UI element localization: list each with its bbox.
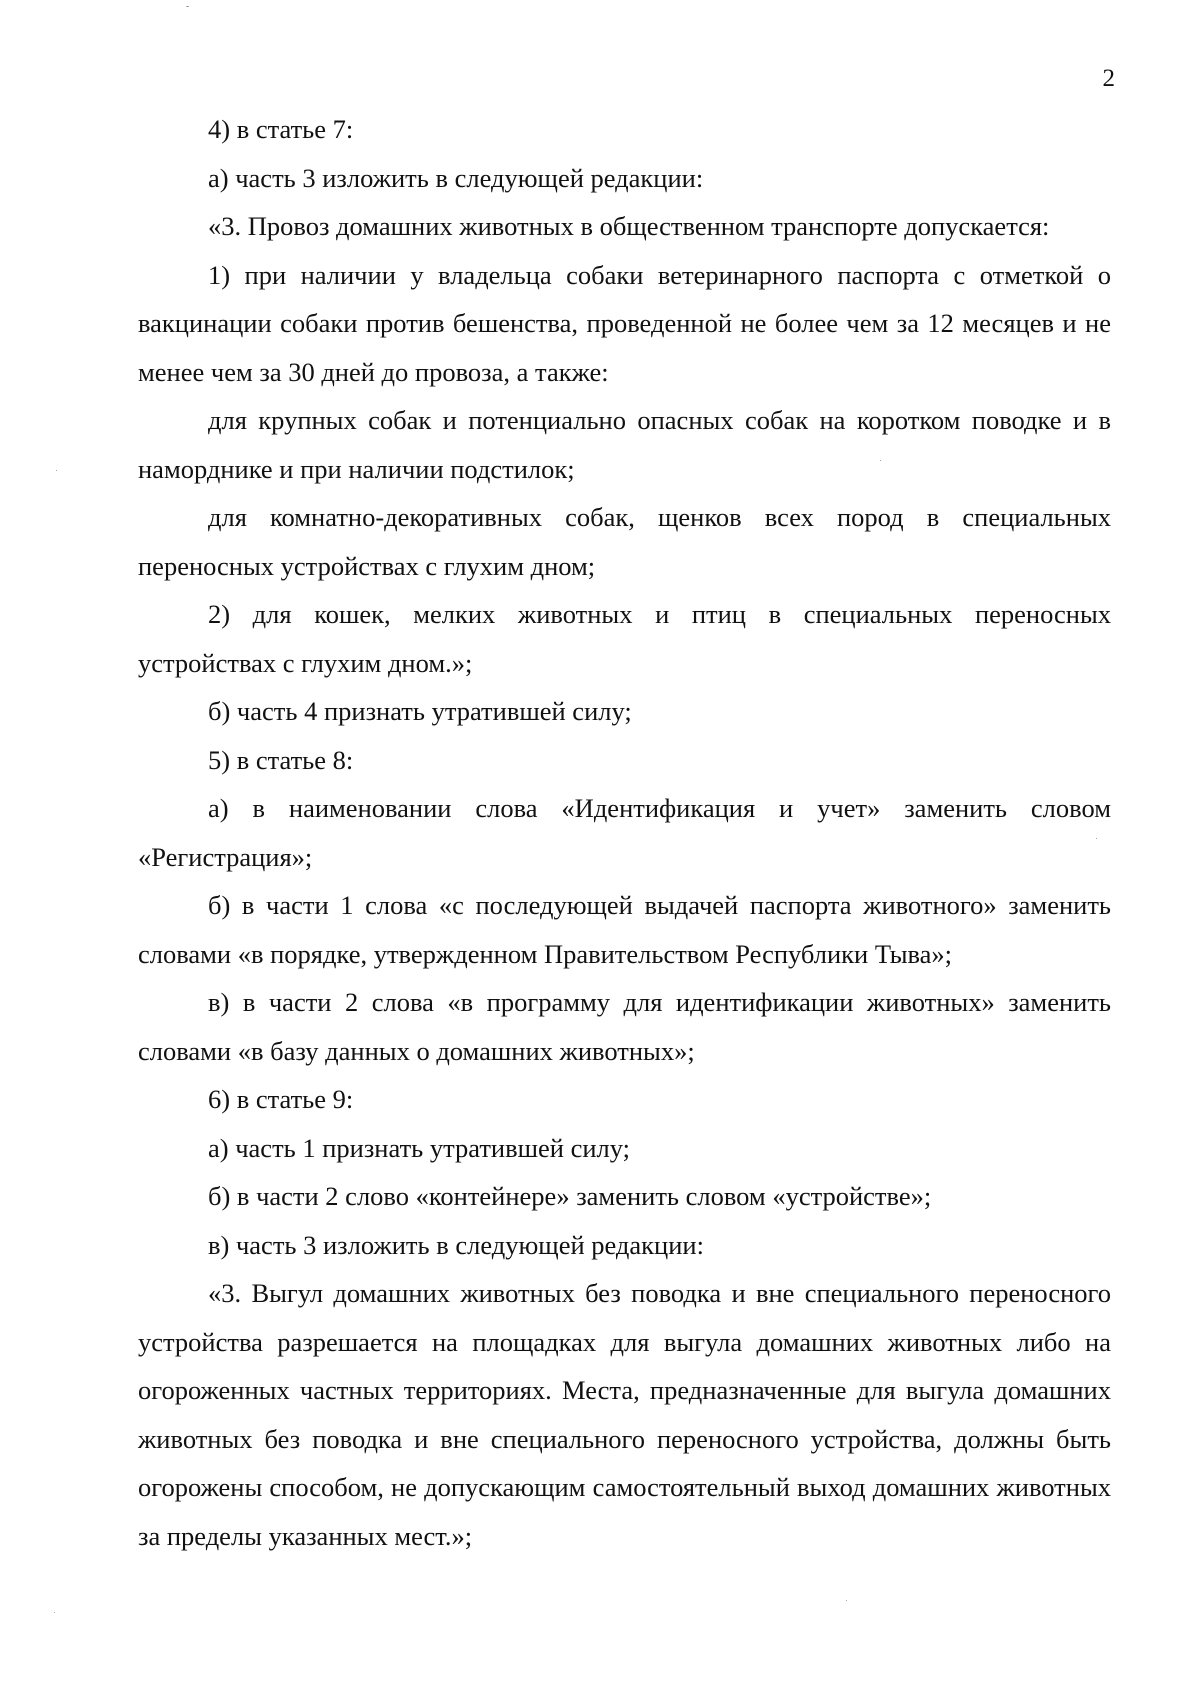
- paragraph: б) в части 2 слово «контейнере» заменить словом «устройстве»;: [208, 1181, 932, 1211]
- scan-speck: [186, 6, 189, 7]
- paragraph: 1) при наличии у владельца собаки ветеринарного паспорта с отметкой о вакцинации собаки против бешенства, проведенной не более чем за 12 месяцев и не менее чем за 30 дней до провоза, а также:: [138, 259, 1111, 387]
- paragraph: б) часть 4 признать утратившей силу;: [208, 696, 632, 726]
- paragraph: 6) в статье 9:: [208, 1084, 354, 1114]
- paragraph: а) часть 1 признать утратившей силу;: [208, 1132, 631, 1163]
- paragraph: 4) в статье 7:: [208, 114, 354, 144]
- paragraph: для комнатно-декоративных собак, щенков всех пород в специальных переносных устройствах с глухим дном;: [138, 502, 1111, 581]
- paragraph: в) в части 2 слова «в программу для идентификации животных» заменить словами «в базу данных о домашних животных»;: [138, 987, 1111, 1066]
- scan-speck: [1096, 838, 1097, 839]
- paragraph: а) часть 3 изложить в следующей редакции:: [208, 162, 704, 193]
- paragraph: «3. Выгул домашних животных без поводка и вне специального переносного устройства разрешается на площадках для выгула домашних животных либо на огороженных частных территориях. Места, предназначенные для выгула домашних животных без поводка и вне специального переносного устройства, должны быть огорожены способом, не допускающим самостоятельный выход домашних животных за пределы указанных мест.»;: [138, 1278, 1111, 1551]
- document-body: [138, 105, 1111, 1560]
- paragraph: «3. Провоз домашних животных в общественном транспорте допускается:: [208, 211, 1050, 241]
- scan-speck: [56, 470, 57, 471]
- page-number: 2: [1102, 65, 1115, 92]
- paragraph: 2) для кошек, мелких животных и птиц в специальных переносных устройствах с глухим дном.»;: [138, 599, 1111, 678]
- paragraph: в) часть 3 изложить в следующей редакции:: [208, 1229, 704, 1260]
- scan-speck: [54, 1612, 55, 1613]
- paragraph: 5) в статье 8:: [208, 744, 354, 775]
- scan-speck: [846, 1600, 847, 1601]
- scan-speck: [880, 460, 881, 461]
- paragraph: б) в части 1 слова «с последующей выдачей паспорта животного» заменить словами «в порядке, утвержденном Правительством Республики Тыва»;: [138, 890, 1111, 969]
- paragraph: а) в наименовании слова «Идентификация и учет» заменить словом «Регистрация»;: [138, 793, 1111, 872]
- paragraph: для крупных собак и потенциально опасных собак на коротком поводке и в наморднике и при наличии подстилок;: [138, 405, 1111, 484]
